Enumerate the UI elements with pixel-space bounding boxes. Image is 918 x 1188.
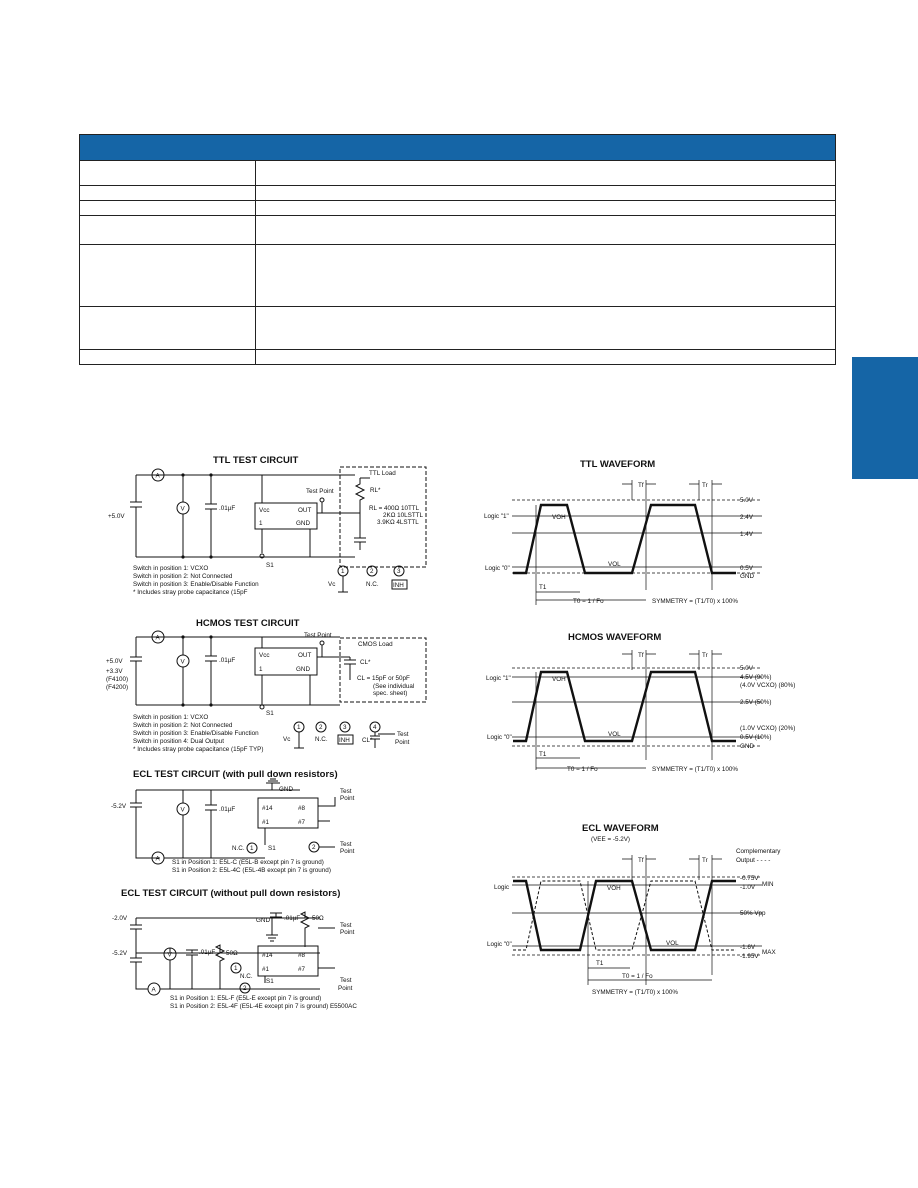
svg-text:2: 2 (243, 985, 247, 992)
svg-text:Point: Point (340, 848, 355, 855)
svg-text:SYMMETRY = (T1/T0) x 100%: SYMMETRY = (T1/T0) x 100% (652, 766, 739, 773)
hcmos-circuit-title: HCMOS TEST CIRCUIT (196, 618, 300, 629)
test-point-icon (320, 498, 324, 502)
varactor-icon (294, 732, 304, 748)
varactor-icon (338, 576, 348, 592)
svg-text:#1: #1 (262, 966, 270, 973)
svg-text:Switch in position 2: Not Con: Switch in position 2: Not Connected (133, 573, 233, 580)
svg-text:TTL Load: TTL Load (369, 470, 396, 477)
svg-text:Switch in position 1: VCXO: Switch in position 1: VCXO (133, 714, 209, 721)
ttl-cap: .01µF (219, 505, 236, 512)
svg-text:GND: GND (740, 573, 754, 580)
hcmos-waveform-title: HCMOS WAVEFORM (568, 632, 662, 643)
svg-text:VOL: VOL (608, 561, 621, 568)
svg-text:OUT: OUT (298, 652, 312, 659)
svg-text:-1.0V: -1.0V (740, 884, 756, 891)
svg-text:Switch in position 4: Dual Ou: Switch in position 4: Dual Output (133, 738, 225, 745)
svg-text:Tr: Tr (702, 482, 708, 489)
svg-text:Point: Point (340, 929, 355, 936)
svg-text:+3.3V: +3.3V (106, 668, 123, 675)
svg-text:#14: #14 (262, 952, 273, 959)
svg-text:V: V (180, 658, 185, 666)
svg-text:Tf: Tf (638, 857, 644, 864)
ttl-circuit-title: TTL TEST CIRCUIT (213, 455, 299, 466)
svg-text:Logic "0": Logic "0" (487, 941, 512, 948)
svg-text:CL = 15pF or 50pF: CL = 15pF or 50pF (357, 675, 410, 682)
svg-text:1: 1 (259, 520, 263, 527)
test-point-icon (320, 641, 324, 645)
svg-text:Switch in position 3: Enable/: Switch in position 3: Enable/Disable Function (133, 730, 259, 737)
svg-text:5.0V: 5.0V (740, 497, 753, 504)
svg-text:1: 1 (250, 845, 254, 852)
svg-text:(1.0V VCXO) (20%): (1.0V VCXO) (20%) (740, 725, 796, 732)
svg-text:2: 2 (370, 568, 374, 575)
svg-text:Logic "1": Logic "1" (486, 675, 511, 682)
svg-text:S1 in Position 2: E5L-4C (E5L: S1 in Position 2: E5L-4C (E5L-4B except pin 7 is ground) (172, 867, 331, 874)
svg-text:2: 2 (319, 724, 323, 731)
svg-text:2.4V: 2.4V (740, 514, 753, 521)
svg-text:A: A (155, 855, 160, 863)
svg-text:T1: T1 (539, 584, 547, 591)
svg-text:-0.75V: -0.75V (740, 875, 759, 882)
svg-text:MAX: MAX (762, 949, 776, 956)
svg-text:.01µF: .01µF (199, 949, 216, 956)
svg-text:3: 3 (397, 568, 401, 575)
svg-text:GND: GND (740, 743, 754, 750)
svg-text:Test Point: Test Point (306, 488, 334, 495)
svg-text:50Ω: 50Ω (226, 950, 238, 957)
svg-text:0.5V: 0.5V (740, 565, 753, 572)
svg-text:Point: Point (395, 739, 410, 746)
svg-text:GND: GND (296, 666, 310, 673)
svg-text:CMOS Load: CMOS Load (358, 641, 393, 648)
svg-text:(F4200): (F4200) (106, 684, 129, 691)
svg-text:Switch in position 3: Enable/: Switch in position 3: Enable/Disable Function (133, 581, 259, 588)
svg-text:4: 4 (373, 724, 377, 731)
svg-text:.01µF: .01µF (284, 915, 301, 922)
svg-text:V: V (180, 806, 185, 814)
ecl-circuit-1-title: ECL TEST CIRCUIT (with pull down resistors) (133, 769, 338, 780)
ecl-test-circuit-without-pulldown (112, 888, 357, 1010)
svg-text:Output - - - -: Output - - - - (736, 857, 771, 864)
svg-text:SYMMETRY = (T1/T0) x 100%: SYMMETRY = (T1/T0) x 100% (652, 598, 739, 605)
svg-text:N.C.: N.C. (366, 581, 379, 588)
svg-text:S1: S1 (268, 845, 276, 852)
svg-text:OUT: OUT (298, 507, 312, 514)
ecl-waveform-title: ECL WAVEFORM (582, 823, 659, 834)
svg-text:5.0V: 5.0V (740, 665, 753, 672)
svg-text:Vc: Vc (283, 736, 291, 743)
svg-text:Switch in position 2: Not Con: Switch in position 2: Not Connected (133, 722, 233, 729)
svg-text:-5.2V: -5.2V (112, 950, 128, 957)
svg-text:V: V (167, 951, 172, 959)
ttl-waveform-title: TTL WAVEFORM (580, 459, 656, 470)
svg-text:(4.0V VCXO) (80%): (4.0V VCXO) (80%) (740, 682, 796, 689)
svg-text:T1: T1 (596, 960, 604, 967)
svg-text:0.5V (10%): 0.5V (10%) (740, 734, 772, 741)
svg-text:Tf: Tf (638, 652, 644, 659)
svg-text:Logic "1": Logic "1" (484, 513, 509, 520)
svg-text:N.C.: N.C. (232, 845, 245, 852)
svg-text:50Ω: 50Ω (312, 915, 324, 922)
svg-text:N.C.: N.C. (315, 736, 328, 743)
svg-text:Point: Point (338, 985, 353, 992)
svg-text:S1: S1 (266, 978, 274, 985)
svg-text:S1: S1 (266, 710, 274, 717)
ecl-waveform (487, 823, 781, 996)
svg-text:GND: GND (279, 786, 293, 793)
svg-text:Test Point: Test Point (304, 632, 332, 639)
svg-text:A: A (155, 634, 160, 642)
svg-text:A: A (155, 472, 160, 480)
svg-text:CL*: CL* (362, 737, 373, 744)
svg-text:* Includes stray probe capacit: * Includes stray probe capacitance (15pF TYP) (133, 746, 264, 753)
svg-text:4.5V (90%): 4.5V (90%) (740, 674, 772, 681)
svg-text:VOH: VOH (607, 885, 621, 892)
svg-text:Logic "0": Logic "0" (485, 565, 510, 572)
svg-text:-1.95V: -1.95V (740, 953, 759, 960)
svg-text:spec. sheet): spec. sheet) (373, 690, 408, 697)
svg-text:T0 = 1 / Fo: T0 = 1 / Fo (567, 766, 598, 773)
svg-text:S1 in Position 2: E5L-4F (E5L: S1 in Position 2: E5L-4F (E5L-4E except pin 7 is ground) E5500AC (170, 1003, 357, 1010)
svg-text:S1 in Position 1: E5L-C (E5L-: S1 in Position 1: E5L-C (E5L-B except pin 7 is ground) (172, 859, 324, 866)
svg-text:CL*: CL* (360, 659, 371, 666)
svg-text:1.4V: 1.4V (740, 531, 753, 538)
svg-text:(F4100): (F4100) (106, 676, 129, 683)
svg-text:#7: #7 (298, 819, 306, 826)
svg-text:S1: S1 (266, 562, 274, 569)
svg-text:(VEE = -5.2V): (VEE = -5.2V) (591, 836, 631, 843)
svg-text:#1: #1 (262, 819, 270, 826)
svg-text:Point: Point (340, 795, 355, 802)
svg-text:2.5V (50%): 2.5V (50%) (740, 699, 772, 706)
svg-text:INH: INH (393, 582, 404, 589)
ttl-supply: +5.0V (108, 513, 125, 520)
ttl-test-circuit (108, 455, 426, 596)
svg-text:* Includes stray probe capacit: * Includes stray probe capacitance (15pF (133, 589, 248, 596)
svg-text:T1: T1 (539, 751, 547, 758)
svg-text:+5.0V: +5.0V (106, 658, 123, 665)
svg-text:Test: Test (340, 977, 352, 984)
svg-text:Vc: Vc (328, 581, 336, 588)
svg-text:VOH: VOH (552, 676, 566, 683)
svg-text:Switch in position 1: VCXO: Switch in position 1: VCXO (133, 565, 209, 572)
svg-text:Complementary: Complementary (736, 848, 781, 855)
svg-text:Logic "0": Logic "0" (487, 734, 512, 741)
svg-text:Logic: Logic (494, 884, 510, 891)
svg-text:Tr: Tr (702, 857, 708, 864)
svg-text:GND: GND (296, 520, 310, 527)
svg-text:(See individual: (See individual (373, 683, 415, 690)
svg-text:-5.2V: -5.2V (111, 803, 127, 810)
svg-text:N.C.: N.C. (240, 973, 253, 980)
svg-text:3.9KΩ 4LSTTL: 3.9KΩ 4LSTTL (377, 519, 419, 526)
svg-text:VOH: VOH (552, 514, 566, 521)
svg-text:Test: Test (397, 731, 409, 738)
hcmos-test-circuit (106, 618, 426, 753)
svg-text:T0 = 1 / Fo: T0 = 1 / Fo (622, 973, 653, 980)
svg-text:INH: INH (339, 737, 350, 744)
svg-text:Test: Test (340, 788, 352, 795)
svg-text:VOL: VOL (608, 731, 621, 738)
svg-text:SYMMETRY = (T1/T0) x 100%: SYMMETRY = (T1/T0) x 100% (592, 989, 679, 996)
svg-text:#14: #14 (262, 805, 273, 812)
ecl-circuit-2-title: ECL TEST CIRCUIT (without pull down resistors) (121, 888, 341, 899)
svg-text:3: 3 (343, 724, 347, 731)
svg-text:Tf: Tf (638, 482, 644, 489)
svg-text:VOL: VOL (666, 940, 679, 947)
svg-text:-2.0V: -2.0V (112, 915, 128, 922)
svg-text:Tr: Tr (702, 652, 708, 659)
svg-text:1: 1 (341, 568, 345, 575)
svg-text:S1 in Position 1: E5L-F (E5L-: S1 in Position 1: E5L-F (E5L-E except pin 7 is ground) (170, 995, 322, 1002)
svg-text:T0 = 1 / Fo: T0 = 1 / Fo (573, 598, 604, 605)
svg-text:Vcc: Vcc (259, 652, 270, 659)
svg-text:2: 2 (312, 844, 316, 851)
svg-text:1: 1 (259, 666, 263, 673)
svg-text:Test: Test (340, 922, 352, 929)
hcmos-waveform (486, 632, 795, 773)
svg-text:1: 1 (234, 965, 238, 972)
ecl-test-circuit-with-pulldown (111, 769, 355, 874)
svg-text:#7: #7 (298, 966, 306, 973)
svg-text:Test: Test (340, 841, 352, 848)
svg-text:.01µF: .01µF (219, 806, 236, 813)
svg-text:1: 1 (297, 724, 301, 731)
svg-text:#8: #8 (298, 952, 306, 959)
svg-text:V: V (180, 505, 185, 513)
svg-text:RL = 400Ω 10TTL: RL = 400Ω 10TTL (369, 505, 420, 512)
svg-text:#8: #8 (298, 805, 306, 812)
svg-text:MIN: MIN (762, 881, 774, 888)
svg-text:A: A (151, 986, 156, 994)
svg-text:GND: GND (256, 917, 270, 924)
svg-text:2KΩ 10LSTTL: 2KΩ 10LSTTL (383, 512, 424, 519)
svg-text:-1.6V: -1.6V (740, 944, 756, 951)
svg-text:RL*: RL* (370, 487, 381, 494)
svg-text:.01µF: .01µF (219, 657, 236, 664)
ttl-waveform (484, 459, 762, 605)
svg-text:50% Vpp: 50% Vpp (740, 910, 766, 917)
svg-text:Vcc: Vcc (259, 507, 270, 514)
